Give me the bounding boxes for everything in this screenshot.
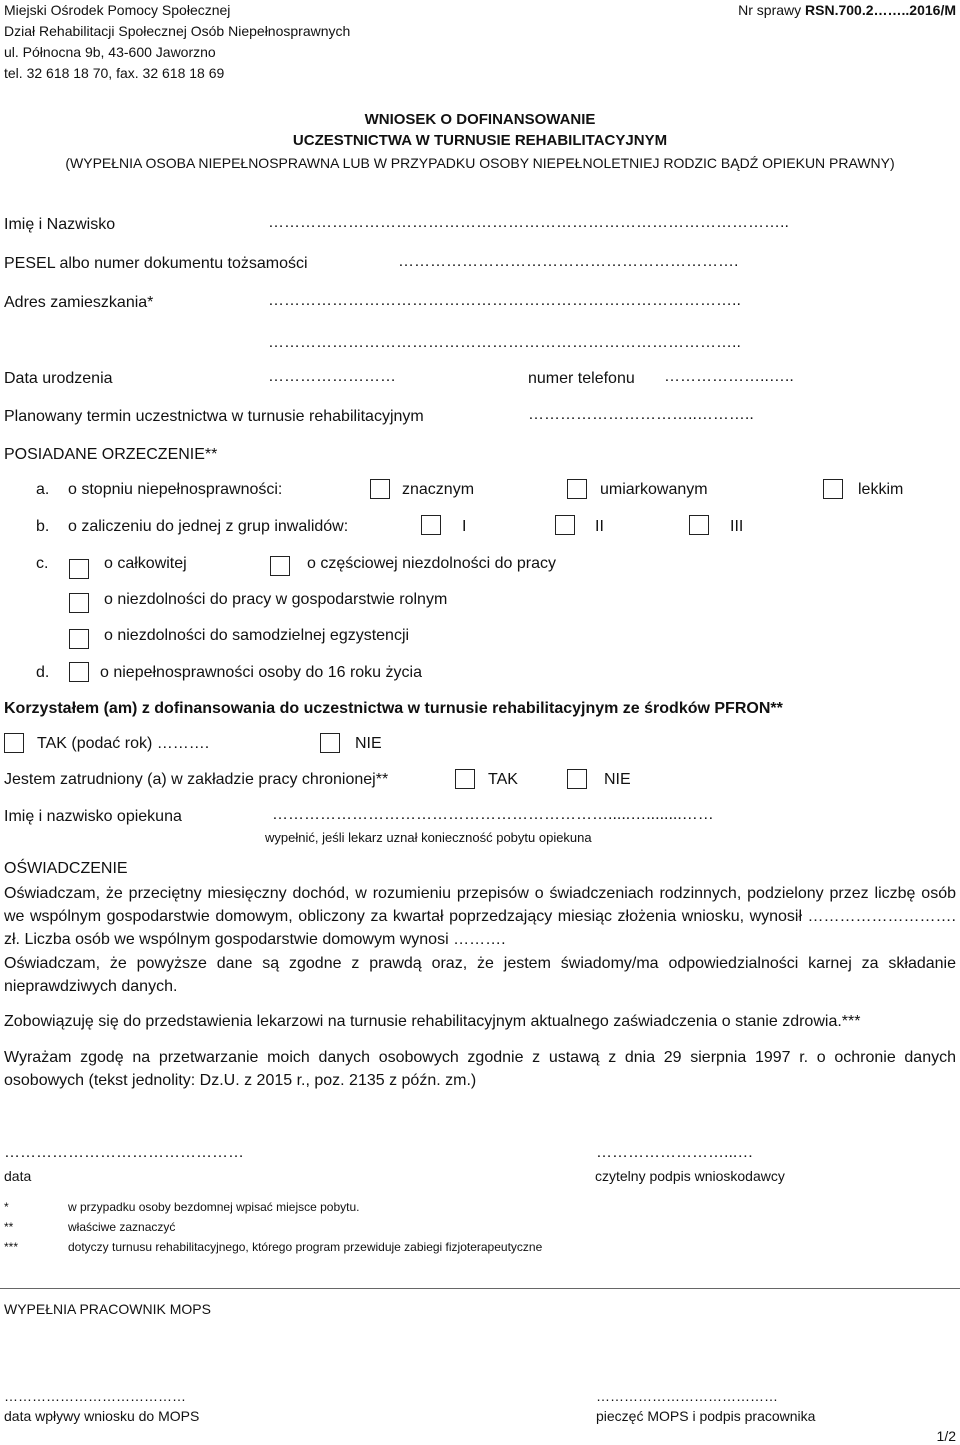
pfron-no-label: NIE: [355, 735, 382, 752]
total-incapacity-label: o całkowitej: [104, 555, 187, 572]
office-divider: [0, 1288, 960, 1289]
pesel-label: PESEL albo numer dokumentu tożsamości: [4, 255, 308, 272]
independent-living-label: o niezdolności do samodzielnej egzystencji: [104, 627, 410, 644]
org-phone: tel. 32 618 18 70, fax. 32 618 18 69: [4, 65, 225, 81]
certificate-heading: POSIADANE ORZECZENIE**: [4, 446, 218, 463]
title-line2: UCZESTNICTWA W TURNUSIE REHABILITACYJNYM: [292, 132, 668, 149]
birth-date-label: Data urodzenia: [4, 370, 113, 387]
address-label: Adres zamieszkania*: [4, 294, 154, 311]
checkbox-group-1[interactable]: [421, 515, 441, 535]
stamp-signature-label: pieczęć MOPS i podpis pracownika: [596, 1408, 816, 1424]
footnote-mark-1: *: [4, 1200, 9, 1214]
pfron-question: Korzystałem (am) z dofinansowania do uczestnictwa w turnusie rehabilitacyjnym ze środków PFRON**: [4, 700, 783, 717]
case-label: Nr sprawy: [738, 2, 802, 18]
guardian-label: Imię i nazwisko opiekuna: [4, 808, 182, 825]
checkbox-total-incapacity[interactable]: [69, 559, 89, 579]
intake-date-field[interactable]: …………………………………: [4, 1388, 186, 1404]
partial-incapacity-label: o częściowej niezdolności do pracy: [307, 555, 557, 572]
applicant-signature-label: czytelny podpis wnioskodawcy: [595, 1168, 785, 1184]
case-number-block: [738, 2, 956, 18]
employment-no-label: NIE: [604, 771, 631, 788]
cert-d-letter: d.: [36, 664, 50, 681]
opt-light-label: lekkim: [858, 481, 904, 498]
checkbox-partial-incapacity[interactable]: [270, 556, 290, 576]
office-heading: WYPEŁNIA PRACOWNIK MOPS: [4, 1301, 211, 1317]
group-3-label: III: [730, 518, 744, 535]
checkbox-group-3[interactable]: [689, 515, 709, 535]
footnote-mark-3: ***: [4, 1240, 19, 1254]
checkbox-independent-living[interactable]: [69, 629, 89, 649]
employment-yes-label: TAK: [488, 771, 518, 788]
declaration-medical: Zobowiązuję się do przedstawienia lekarzowi na turnusie rehabilitacyjnym aktualnego zaświadczenia o stanie zdrowia.***: [4, 1013, 861, 1030]
checkbox-employment-yes[interactable]: [455, 769, 475, 789]
checkbox-significant[interactable]: [370, 479, 390, 499]
checkbox-light[interactable]: [823, 479, 843, 499]
declaration-income: Oświadczam, że przeciętny miesięczny dochód, w rozumieniu przepisów o świadczeniach rodzinnych, podzielony przez liczbę osób we wspólnym gospodarstwie domowym, obliczony za kwartał poprzedzający miesiąc złożenia wniosku, wynosił ………………………. zł. Liczba osób we wspólnym gospodarstwie domowym wynosi ……….: [4, 885, 956, 948]
cert-c-letter: c.: [36, 555, 49, 572]
checkbox-employment-no[interactable]: [567, 769, 587, 789]
case-number: RSN.700.2……..2016/M: [805, 2, 956, 18]
intake-date-label: data wpływy wniosku do MOPS: [4, 1408, 200, 1424]
checkbox-child-disability[interactable]: [69, 662, 89, 682]
org-department: Dział Rehabilitacji Społecznej Osób Niepełnosprawnych: [4, 23, 351, 39]
term-label: Planowany termin uczestnictwa w turnusie rehabilitacyjnym: [4, 408, 424, 425]
opt-significant-label: znacznym: [402, 481, 475, 498]
declaration-heading: OŚWIADCZENIE: [4, 860, 128, 877]
name-label: Imię i Nazwisko: [4, 216, 116, 233]
cert-a-text: o stopniu niepełnosprawności:: [68, 481, 283, 498]
title-line1: WNIOSEK O DOFINANSOWANIE: [364, 111, 596, 128]
checkbox-pfron-yes[interactable]: [4, 733, 24, 753]
footnote-mark-2: **: [4, 1220, 14, 1234]
declaration-truth: Oświadczam, że powyższe dane są zgodne z prawdą oraz, że jestem świadomy/ma odpowiedzialności karnej za składanie nieprawdziwych danych.: [4, 955, 956, 995]
checkbox-farm-incapacity[interactable]: [69, 593, 89, 613]
child-disability-label: o niepełnosprawności osoby do 16 roku życia: [100, 664, 422, 681]
page-number: 1/2: [936, 1428, 956, 1444]
cert-a-letter: a.: [36, 481, 50, 498]
phone-label: numer telefonu: [528, 370, 635, 387]
cert-b-letter: b.: [36, 518, 50, 535]
title-line3: (WYPEŁNIA OSOBA NIEPEŁNOSPRAWNA LUB W PRZYPADKU OSOBY NIEPEŁNOLETNIEJ RODZIC BĄDŹ OPIEKUN PRAWNY): [65, 155, 895, 171]
guardian-note: wypełnić, jeśli lekarz uznał konieczność pobytu opiekuna: [265, 830, 592, 845]
pfron-yes-label: TAK (podać rok) ……….: [37, 735, 210, 752]
pesel-field[interactable]: ……………………………………………………….: [398, 253, 739, 270]
date-signature-field[interactable]: ………………………………………: [4, 1144, 244, 1161]
address-field-line1[interactable]: ……………………………………………………………………………..: [268, 292, 741, 309]
footnote-text-3: dotyczy turnusu rehabilitacyjnego, którego program przewiduje zabiegi fizjoterapeutyczne: [68, 1240, 543, 1254]
address-field-line2[interactable]: ……………………………………………………………………………..: [268, 334, 741, 351]
term-field[interactable]: …………………………..………..: [528, 406, 754, 423]
applicant-signature-field[interactable]: ……………………...…: [596, 1144, 754, 1161]
cert-b-text: o zaliczeniu do jednej z grup inwalidów:: [68, 518, 349, 535]
phone-field[interactable]: ………………..…..: [664, 368, 794, 385]
checkbox-pfron-no[interactable]: [320, 733, 340, 753]
checkbox-group-2[interactable]: [555, 515, 575, 535]
farm-incapacity-label: o niezdolności do pracy w gospodarstwie rolnym: [104, 591, 448, 608]
employment-question: Jestem zatrudniony (a) w zakładzie pracy chronionej**: [4, 771, 389, 788]
guardian-field[interactable]: ……………………………………………………….....…........……: [272, 806, 714, 823]
date-signature-label: data: [4, 1168, 32, 1184]
birth-date-field[interactable]: ……………………: [268, 368, 396, 385]
stamp-signature-field[interactable]: …………………………………: [596, 1388, 778, 1404]
opt-moderate-label: umiarkowanym: [600, 481, 708, 498]
org-address: ul. Północna 9b, 43-600 Jaworzno: [4, 44, 216, 60]
checkbox-moderate[interactable]: [567, 479, 587, 499]
group-2-label: II: [595, 518, 604, 535]
group-1-label: I: [462, 518, 467, 535]
org-name: Miejski Ośrodek Pomocy Społecznej: [4, 2, 231, 18]
footnote-text-2: właściwe zaznaczyć: [68, 1220, 176, 1234]
footnote-text-1: w przypadku osoby bezdomnej wpisać miejsce pobytu.: [68, 1200, 360, 1214]
name-field[interactable]: ……………………………………………………………………………………..: [268, 214, 789, 231]
declaration-consent: Wyrażam zgodę na przetwarzanie moich danych osobowych zgodnie z ustawą z dnia 29 sierpnia 1997 r. o ochronie danych osobowych (tekst jednolity: Dz.U. z 2015 r., poz. 2135 z późn. zm.): [4, 1049, 956, 1089]
